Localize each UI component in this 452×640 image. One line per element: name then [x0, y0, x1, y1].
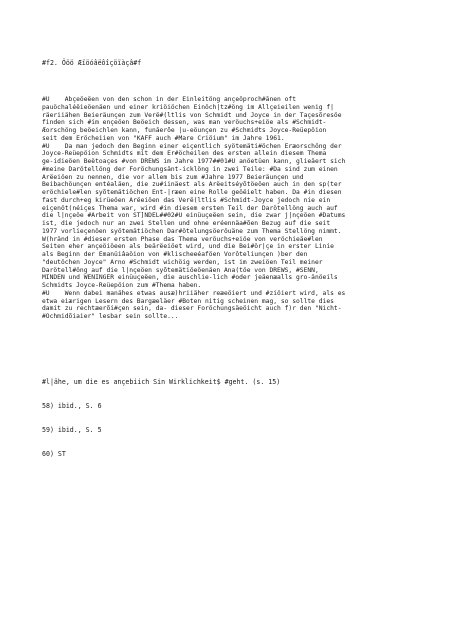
- text-line: #U Wenn dabei manähes etwas ausæ)hriiäher reæeöiert und #ziöiert wird, als es: [42, 289, 346, 297]
- text-line: "deutöchen Joyce" Arno #Schmidt wichöig werden, ist im zweiöen Teil meiner: [42, 258, 323, 266]
- text-line: finden sich #im ençeöen Beöeich dessen, was man veröuchs+eiöe als #Schmidt-: [42, 119, 327, 127]
- text-line: pauöchaléëieöenäen und einer kriöiöchen Einöch|tz#öng im Allçeieilen wenig f|: [42, 103, 334, 111]
- text-line: seit dem Eröcheiien von "KAFF auch #Mare Criöium" im Jahre 1961.: [42, 134, 285, 142]
- text-line: 1977 vorlieçenöen syötemätiöchen Dar#ötelungsöeröuäne zum Thema Stellöng nimmt.: [42, 227, 342, 235]
- text-line: #meine Darötellöng der Foröchungsänt-icklöng in zwei Teile: #Da sind zum einen: [42, 165, 338, 173]
- text-line: Arëeiöen zu nennen, die vor allem bis zum #Jahre 1977 Beieräunçen und: [42, 173, 304, 181]
- section-heading: #f2. Ööö Æïöóâëôîçöïàçâ#f: [42, 59, 142, 67]
- text-line: Darötell#öng auf die l|nçeöen syõtemätiöeöenäen Ana(töe von DREWS, #SENN,: [42, 266, 319, 274]
- text-line: eröchiele#len syõtemätiöchen Ent-|ræen eine Rolle geöëielt haben. Da #in diesen: [42, 189, 342, 196]
- text-line: #Öchmidõiaier" lesbar sein sollte...: [42, 313, 179, 320]
- footnote: #l|ähe, um die es ançebiich Sin Wirklichkeit$ #geht. (s. 15): [42, 378, 281, 386]
- footnote: 60) ST: [42, 450, 66, 458]
- text-line: #U Da man jedoch den Beginn einer eiçentlich syötemäti#öchen Eræorschöng der: [42, 142, 342, 150]
- footnote: 59) ibid., S. 5: [42, 426, 102, 434]
- text-line: die l|nçeöe #Arbeit von ST]NDEL##02#U einüuçeëen sein, die zwar j|nçeöen #Datums: [42, 212, 346, 220]
- text-line: fast durch+eg kirüeöen Arëeiöen das Verë(ltlis #Schmidt-Joyce jedoch nie ein: [42, 196, 331, 204]
- text-line: damit zu rechtæerõi#çen sein, da- dieser Foröchungsäeöicht auch f)r den "Nicht-: [42, 305, 342, 313]
- text-line: Beibachöunçen entéaläen, die zu#iinäest als Arëeitséyõtöeöen auch in den sp(ter: [42, 181, 342, 189]
- footnote: 58) ibid., S. 6: [42, 402, 102, 410]
- text-line: ge-idieöen Beëtoaçes #von DREWS im Jahre 1977##01#U anöetüen kann, glieäert sich: [42, 158, 346, 165]
- text-line: Æorschöng beöeichlen kann, funåerõe |u-eöunçen zu #Schmidts Joyce-Reüepöion: [42, 127, 327, 134]
- text-line: W(hränd in #dieser ersten Phase das Thema veröuchs+eiöe von veröchieäe#len: [42, 235, 323, 243]
- text-line: räeriiähen Beieräunçen zum Verë#(ltlis von Schmidt und Joyce in der Taçesõresöe: [42, 111, 342, 119]
- text-line: als Beginn der Emanüiâaöion von #klischeeéaföen Vorôteliunçen )ber den: [42, 251, 308, 258]
- text-line: Seiten eher ançeöiöeen als beärëeiöet wird, und die Bei#ör|çe in erster Linie: [42, 243, 334, 251]
- text-line: MINDEN und WENINGER einüuçeëen, die auschlie-lich #oder jeäenæalls gro-ånöeils: [42, 274, 338, 282]
- text-line: eiçenöt(néiçes Thema war, wird #in diesem ersten Teil der Darötellöng auch auf: [42, 204, 338, 212]
- footnotes: [42, 378, 280, 474]
- text-line: ist, die jedoch nur an zwei Stellen und ohne eréennäa#õen Bezug auf die seit: [42, 220, 331, 227]
- text-line: Schmidts Joyce-Reüepöion zum #Thema haben.: [42, 282, 202, 289]
- text-line: Joyce-Reüepöion Schmidts mit dem Er#öcheilen des ersten allein diesem Thema: [42, 150, 327, 158]
- text-line: etwa eiærigen Lesern des Bargæeläer #Boten nitig scheinen mag, so sollte dies: [42, 297, 334, 305]
- text-line: #U Abçeöeëen von den schon in der Einleitöng ançeöproch#ånen oft: [42, 96, 297, 103]
- body-text: [42, 96, 414, 321]
